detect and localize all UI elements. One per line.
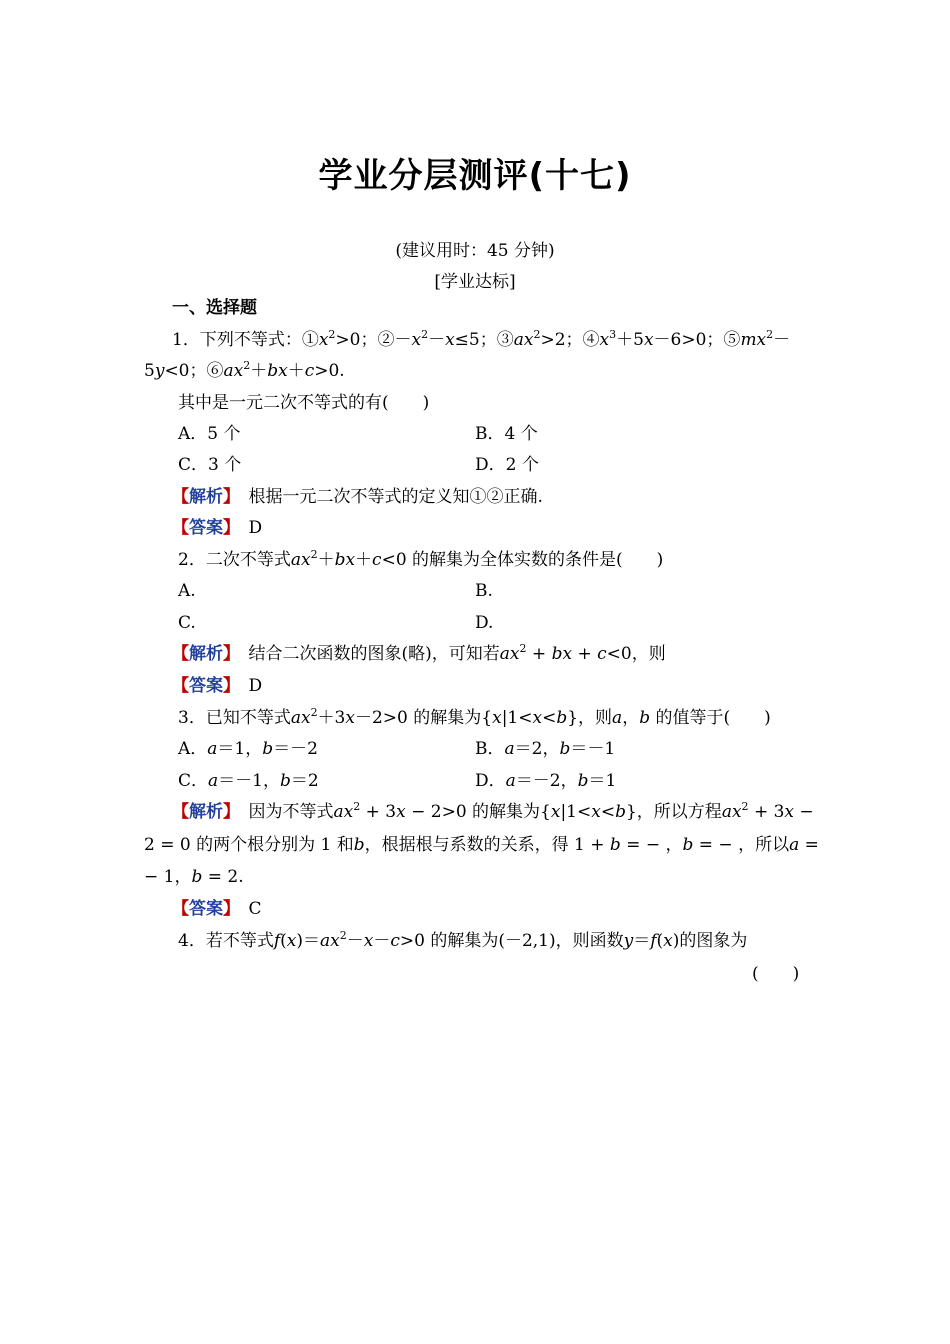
q3-option-c: C．a＝－1，b＝2 [178, 771, 319, 791]
section-heading: 一、选择题 [172, 298, 257, 318]
q2-option-c: C. [178, 613, 196, 633]
q3-answer: 【答案】 C [172, 899, 262, 919]
q1-line2: 5y<0；$⑥ax^2+bx+c>0$. [144, 359, 345, 381]
q3-option-a: A．a＝1，b＝－2 [178, 739, 318, 759]
page-title: 学业分层测评(十七) [318, 156, 632, 196]
q2-analysis: 【解析】 结合二次函数的图象(略)，可知若$ax^2$ + bx + c<0，则 [172, 642, 666, 664]
q1-line1: 1．下列不等式：$①x^2>0$；$②-x^2-x\le 5$；$③ax^2>2$；$④x^3+5x-6>0$；$⑤mx^2-$ [172, 328, 791, 350]
q1-answer: 【答案】 D [172, 518, 263, 538]
q3-option-d: D．a＝－2，b＝1 [475, 771, 617, 791]
q2-option-a: A. [178, 581, 196, 601]
q1-analysis: 【解析】 根据一元二次不等式的定义知①②正确. [172, 487, 543, 507]
time-note: (建议用时：45 分钟) [395, 241, 555, 261]
q4-answer-paren: ( ) [752, 964, 800, 984]
q1-option-d: D．2 个 [475, 455, 539, 475]
q1-option-a: A．5 个 [178, 424, 241, 444]
q3-line1: 3．已知不等式$ax^2+3x-2>0$ 的解集为{x|1<x<b}，则a，b 的值等于( ) [178, 706, 771, 728]
q1-option-c: C．3 个 [178, 455, 242, 475]
q2-line1: 2．二次不等式$ax^2+bx+c<0$ 的解集为全体实数的条件是( ) [178, 548, 664, 570]
q2-answer: 【答案】 D [172, 676, 263, 696]
q2-option-d: D. [475, 613, 494, 633]
level-label: [学业达标] [434, 272, 516, 292]
q3-analysis-line1: 【解析】 因为不等式$ax^2 + 3x - 2>0$ 的解集为{x|1<x<b}，所以方程$ax^2 + 3x$ − [172, 800, 814, 822]
q1-stem: 其中是一元二次不等式的有( ) [178, 393, 430, 413]
q3-analysis-line2: 2 = 0 的两个根分别为 1 和b，根据根与系数的关系，得 1 + b = − ，b = − ，所以a = [144, 835, 819, 855]
q1-option-b: B．4 个 [475, 424, 538, 444]
q4-line1: 4．若不等式$f(x)=ax^2-x-c>0$ 的解集为(－2,1)，则函数y＝f(x)的图象为 [178, 929, 748, 951]
q3-option-b: B．a＝2，b＝－1 [475, 739, 616, 759]
q2-option-b: B. [475, 581, 493, 601]
q3-analysis-line3: − 1，b = 2. [144, 867, 244, 887]
